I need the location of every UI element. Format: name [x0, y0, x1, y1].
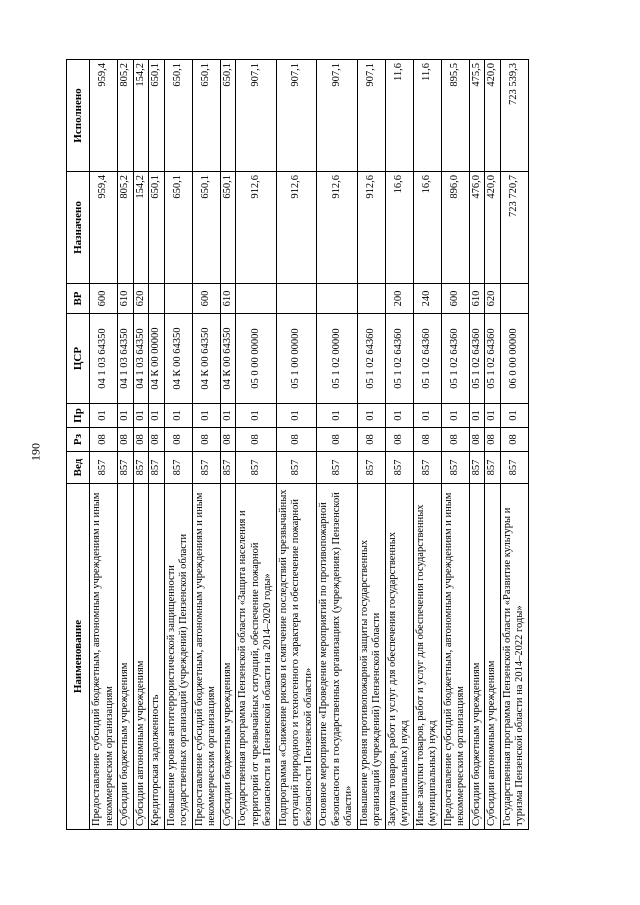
cell-executed: 959,4: [90, 60, 118, 172]
cell-vr: 600: [441, 284, 469, 314]
cell-csr: 04 К 00 64350: [192, 314, 220, 404]
cell-ved: 857: [485, 452, 501, 484]
cell-assigned: 912,6: [276, 172, 317, 284]
cell-executed: 475,5: [469, 60, 485, 172]
cell-csr: 04 К 00 64350: [164, 314, 192, 404]
cell-vr: [500, 284, 528, 314]
cell-csr: 04 1 03 64350: [118, 314, 134, 404]
cell-pr: 01: [236, 404, 277, 428]
cell-assigned: 420,0: [485, 172, 501, 284]
header-rz: Рз: [67, 428, 90, 452]
cell-rz: 08: [500, 428, 528, 452]
cell-csr: 04 К 00 64350: [220, 314, 236, 404]
cell-csr: 05 1 00 00000: [276, 314, 317, 404]
cell-rz: 08: [192, 428, 220, 452]
cell-executed: 723 539,3: [500, 60, 528, 172]
cell-csr: 05 1 02 64360: [385, 314, 413, 404]
cell-ved: 857: [357, 452, 385, 484]
cell-executed: 907,1: [317, 60, 358, 172]
cell-ved: 857: [469, 452, 485, 484]
cell-assigned: 723 720,7: [500, 172, 528, 284]
cell-pr: 01: [441, 404, 469, 428]
header-assigned: Назначено: [67, 172, 90, 284]
cell-executed: 11,6: [385, 60, 413, 172]
cell-csr: 05 1 02 64360: [469, 314, 485, 404]
table-row: [317, 60, 358, 830]
cell-ved: 857: [90, 452, 118, 484]
table-row: [357, 60, 385, 830]
cell-name: Государственная программа Пензенской области «Развитие культуры и туризма Пензенской области на 2014–2022 годы»: [500, 484, 528, 830]
header-vr: ВР: [67, 284, 90, 314]
table-row: [236, 60, 277, 830]
cell-rz: 08: [90, 428, 118, 452]
cell-csr: 06 0 00 00000: [500, 314, 528, 404]
header-row: [67, 60, 90, 830]
cell-ved: 857: [220, 452, 236, 484]
cell-vr: [317, 284, 358, 314]
cell-csr: 04 1 03 64350: [90, 314, 118, 404]
cell-executed: 907,1: [357, 60, 385, 172]
cell-assigned: 805,2: [118, 172, 134, 284]
cell-rz: 08: [357, 428, 385, 452]
cell-assigned: 476,0: [469, 172, 485, 284]
header-ved: Вед: [67, 452, 90, 484]
table-row: [149, 60, 165, 830]
cell-pr: 01: [192, 404, 220, 428]
cell-executed: 650,1: [149, 60, 165, 172]
cell-ved: 857: [500, 452, 528, 484]
cell-rz: 08: [276, 428, 317, 452]
cell-pr: 01: [220, 404, 236, 428]
budget-table: [66, 59, 529, 830]
cell-vr: [276, 284, 317, 314]
cell-vr: 200: [385, 284, 413, 314]
cell-assigned: 959,4: [90, 172, 118, 284]
cell-rz: 08: [149, 428, 165, 452]
cell-rz: 08: [385, 428, 413, 452]
cell-vr: 610: [469, 284, 485, 314]
cell-vr: 620: [133, 284, 149, 314]
cell-pr: 01: [276, 404, 317, 428]
cell-executed: 420,0: [485, 60, 501, 172]
cell-vr: [236, 284, 277, 314]
cell-pr: 01: [413, 404, 441, 428]
cell-assigned: 650,1: [192, 172, 220, 284]
cell-executed: 907,1: [276, 60, 317, 172]
cell-csr: 04 К 00 00000: [149, 314, 165, 404]
cell-assigned: 912,6: [236, 172, 277, 284]
table-row: [500, 60, 528, 830]
cell-csr: 04 1 03 64350: [133, 314, 149, 404]
cell-pr: 01: [133, 404, 149, 428]
cell-name: Субсидии бюджетным учреждениям: [118, 484, 134, 830]
cell-rz: 08: [317, 428, 358, 452]
cell-vr: 240: [413, 284, 441, 314]
cell-ved: 857: [413, 452, 441, 484]
cell-pr: 01: [357, 404, 385, 428]
cell-vr: 610: [220, 284, 236, 314]
cell-csr: 05 1 02 64360: [357, 314, 385, 404]
header-pr: Пр: [67, 404, 90, 428]
header-csr: ЦСР: [67, 314, 90, 404]
cell-csr: 05 1 02 64360: [413, 314, 441, 404]
cell-pr: 01: [164, 404, 192, 428]
cell-rz: 08: [413, 428, 441, 452]
cell-ved: 857: [192, 452, 220, 484]
cell-rz: 08: [133, 428, 149, 452]
cell-rz: 08: [118, 428, 134, 452]
cell-name: Субсидии бюджетным учреждениям: [469, 484, 485, 830]
cell-assigned: 912,6: [357, 172, 385, 284]
cell-executed: 154,2: [133, 60, 149, 172]
cell-vr: 620: [485, 284, 501, 314]
table-row: [485, 60, 501, 830]
cell-ved: 857: [164, 452, 192, 484]
cell-csr: 05 1 02 64360: [441, 314, 469, 404]
cell-assigned: 650,1: [149, 172, 165, 284]
table-row: [90, 60, 118, 830]
cell-executed: 895,5: [441, 60, 469, 172]
cell-ved: 857: [133, 452, 149, 484]
cell-executed: 650,1: [192, 60, 220, 172]
cell-pr: 01: [90, 404, 118, 428]
cell-name: Закупка товаров, работ и услуг для обеспечения государственных (муниципальных) нужд: [385, 484, 413, 830]
table-row: [118, 60, 134, 830]
cell-assigned: 912,6: [317, 172, 358, 284]
cell-ved: 857: [236, 452, 277, 484]
cell-pr: 01: [385, 404, 413, 428]
cell-name: Повышение уровня антитеррористической защищенности государственных организаций (учреждений) Пензенской области: [164, 484, 192, 830]
cell-executed: 11,6: [413, 60, 441, 172]
cell-vr: [164, 284, 192, 314]
table-row: [192, 60, 220, 830]
table-row: [276, 60, 317, 830]
cell-ved: 857: [385, 452, 413, 484]
cell-assigned: 650,1: [164, 172, 192, 284]
cell-name: Предоставление субсидий бюджетным, автономным учреждениям и иным некоммерческим организациям: [441, 484, 469, 830]
table-row: [220, 60, 236, 830]
table-row: [441, 60, 469, 830]
cell-name: Кредиторская задолженность: [149, 484, 165, 830]
cell-ved: 857: [149, 452, 165, 484]
cell-executed: 907,1: [236, 60, 277, 172]
cell-assigned: 16,6: [385, 172, 413, 284]
cell-pr: 01: [118, 404, 134, 428]
page-number: 190: [28, 443, 43, 461]
cell-name: Основное мероприятие «Проведение мероприятий по противопожарной безопасности в государственных организациях (учреждениях) Пензенской области»: [317, 484, 358, 830]
cell-name: Повышение уровня противопожарной защиты государственных организаций (учреждений) Пензенской области: [357, 484, 385, 830]
cell-name: Субсидии автономным учреждениям: [485, 484, 501, 830]
table-row: [385, 60, 413, 830]
cell-name: Субсидии бюджетным учреждениям: [220, 484, 236, 830]
cell-name: Государственная программа Пензенской области «Защита населения и территорий от чрезвычайных ситуаций, обеспечение пожарной безопасности в Пензенской области на 2014–2020 годы»: [236, 484, 277, 830]
cell-rz: 08: [485, 428, 501, 452]
cell-executed: 650,1: [220, 60, 236, 172]
cell-rz: 08: [236, 428, 277, 452]
cell-vr: 600: [90, 284, 118, 314]
cell-assigned: 896,0: [441, 172, 469, 284]
cell-rz: 08: [164, 428, 192, 452]
cell-vr: 610: [118, 284, 134, 314]
cell-name: Иные закупки товаров, работ и услуг для обеспечения государственных (муниципальных) нужд: [413, 484, 441, 830]
cell-assigned: 16,6: [413, 172, 441, 284]
table-row: [133, 60, 149, 830]
rotated-page-content: [66, 60, 529, 830]
cell-csr: 05 1 02 00000: [317, 314, 358, 404]
cell-pr: 01: [469, 404, 485, 428]
table-row: [469, 60, 485, 830]
cell-ved: 857: [441, 452, 469, 484]
cell-pr: 01: [317, 404, 358, 428]
cell-assigned: 154,2: [133, 172, 149, 284]
header-name: Наименование: [67, 484, 90, 830]
cell-csr: 05 0 00 00000: [236, 314, 277, 404]
cell-ved: 857: [118, 452, 134, 484]
cell-assigned: 650,1: [220, 172, 236, 284]
cell-vr: 600: [192, 284, 220, 314]
table-row: [164, 60, 192, 830]
cell-name: Подпрограмма «Снижение рисков и смягчение последствий чрезвычайных ситуаций природного и техногенного характера и обеспечение пожарной безопасности Пензенской области»: [276, 484, 317, 830]
cell-rz: 08: [441, 428, 469, 452]
header-executed: Исполнено: [67, 60, 90, 172]
cell-csr: 05 1 02 64360: [485, 314, 501, 404]
cell-name: Предоставление субсидий бюджетным, автономным учреждениям и иным некоммерческим организациям: [90, 484, 118, 830]
cell-vr: [149, 284, 165, 314]
cell-rz: 08: [220, 428, 236, 452]
cell-ved: 857: [317, 452, 358, 484]
cell-pr: 01: [149, 404, 165, 428]
cell-pr: 01: [500, 404, 528, 428]
cell-ved: 857: [276, 452, 317, 484]
cell-name: Субсидии автономным учреждениям: [133, 484, 149, 830]
cell-executed: 650,1: [164, 60, 192, 172]
table-row: [413, 60, 441, 830]
cell-vr: [357, 284, 385, 314]
cell-name: Предоставление субсидий бюджетным, автономным учреждениям и иным некоммерческим организациям: [192, 484, 220, 830]
cell-executed: 805,2: [118, 60, 134, 172]
cell-rz: 08: [469, 428, 485, 452]
cell-pr: 01: [485, 404, 501, 428]
